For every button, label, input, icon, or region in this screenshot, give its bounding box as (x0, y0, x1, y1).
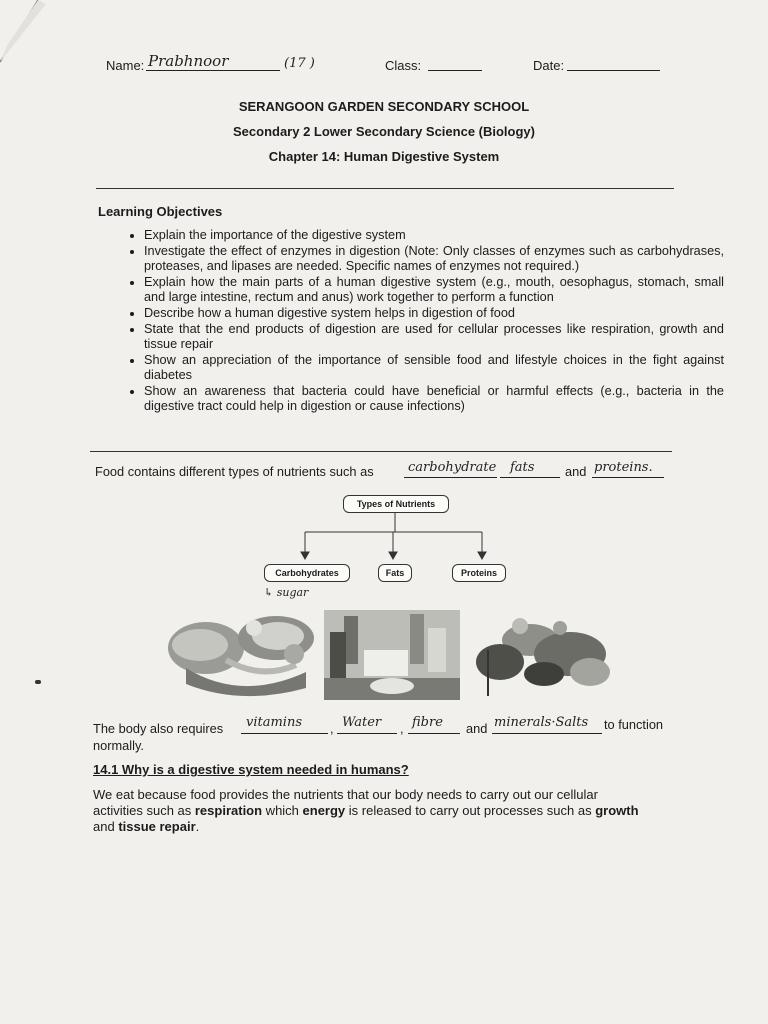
requirement-answer-minerals: minerals·Salts (494, 715, 589, 730)
diagram-node-proteins: Proteins (452, 564, 506, 582)
proteins-foods-image (470, 610, 612, 702)
objective-item: • Describe how a human digestive system helps in digestion of food (144, 306, 724, 321)
keyword-respiration: respiration (194, 803, 263, 818)
comma: , (400, 721, 404, 736)
objective-item: • State that the end products of digestion are used for cellular processes like respiration, growth and tissue repair (144, 322, 724, 352)
section-14-1-heading: 14.1 Why is a digestive system needed in humans? (93, 762, 409, 777)
section-14-1-paragraph (93, 787, 673, 835)
blank-underline (404, 477, 497, 478)
nutrient-answer-fats: fats (510, 460, 535, 475)
stray-ink-mark (35, 680, 41, 684)
diagram-node-fats: Fats (378, 564, 412, 582)
text-span: and (93, 819, 119, 834)
body-requires-line2: normally. (93, 738, 144, 753)
nutrient-types-diagram (240, 488, 540, 608)
nutrients-prefix: Food contains different types of nutrients such as (95, 464, 374, 479)
text-span: . (195, 819, 200, 834)
text-span: is released to carry out processes such as (345, 803, 596, 818)
class-label: Class: (385, 58, 422, 73)
course-title: Secondary 2 Lower Secondary Science (Biology) (233, 124, 535, 139)
requirement-answer-fibre: fibre (412, 715, 443, 730)
body-requires-prefix: The body also requires (93, 721, 224, 736)
blank-underline (592, 477, 664, 478)
text-span: activities such as (93, 803, 195, 818)
objective-item: • Show an appreciation of the importance of sensible food and lifestyle choices in the fight against diabetes (144, 353, 724, 383)
date-label: Date: (533, 58, 565, 73)
blank-underline (492, 733, 602, 734)
diagram-node-carbohydrates: Carbohydrates (264, 564, 350, 582)
objective-item: • Explain how the main parts of a human digestive system (e.g., mouth, oesophagus, stomach, small and large intestine, rectum and anus) work together to perform a function (144, 275, 724, 305)
blank-underline (241, 733, 328, 734)
objectives-list (100, 228, 724, 415)
objective-item: • Investigate the effect of enzymes in digestion (Note: Only classes of enzymes such as carbohydrases, proteases, and lipases are needed. Specific names of enzymes not required.) (144, 244, 724, 274)
title-divider (96, 188, 674, 189)
date-underline (567, 70, 660, 71)
nutrients-and: and (565, 464, 587, 479)
blank-underline (500, 477, 560, 478)
name-underline (146, 70, 280, 71)
objectives-divider (90, 451, 672, 452)
sugar-annotation-handwritten: ↳ sugar (264, 586, 309, 599)
body-requires-suffix: to function (604, 717, 664, 732)
keyword-growth: growth (595, 803, 639, 818)
text-span: which (262, 803, 303, 818)
keyword-tissue-repair: tissue repair (118, 819, 196, 834)
nutrient-answer-proteins: proteins. (594, 460, 653, 475)
objective-item: • Show an awareness that bacteria could have beneficial or harmful effects (e.g., bacteria in the digestive tract could help in digestion or cause infections) (144, 384, 724, 414)
paragraph-line-2 (93, 803, 673, 819)
blank-underline (337, 733, 397, 734)
school-title: SERANGOON GARDEN SECONDARY SCHOOL (238, 99, 530, 114)
objective-item: • Explain the importance of the digestive system (144, 228, 724, 243)
requirement-answer-vitamins: vitamins (246, 715, 303, 730)
name-label: Name: (106, 58, 145, 73)
comma: , (330, 721, 334, 736)
name-value-handwritten: Prabhnoor (148, 52, 229, 70)
keyword-energy: energy (302, 803, 346, 818)
folded-corner-mark (0, 0, 60, 70)
fats-foods-image (324, 610, 460, 700)
index-number-handwritten: (17 ) (284, 56, 315, 71)
chapter-title: Chapter 14: Human Digestive System (268, 149, 500, 164)
carbohydrate-foods-image (166, 610, 322, 702)
objectives-heading: Learning Objectives (98, 204, 223, 219)
body-requires-and: and (466, 721, 488, 736)
nutrient-answer-carbohydrate: carbohydrate (408, 460, 497, 475)
class-underline (428, 70, 482, 71)
diagram-root-node: Types of Nutrients (343, 495, 449, 513)
blank-underline (408, 733, 460, 734)
paragraph-line-3 (93, 819, 673, 835)
paragraph-line-1: We eat because food provides the nutrients that our body needs to carry out our cellular (93, 787, 598, 802)
requirement-answer-water: Water (342, 715, 382, 730)
